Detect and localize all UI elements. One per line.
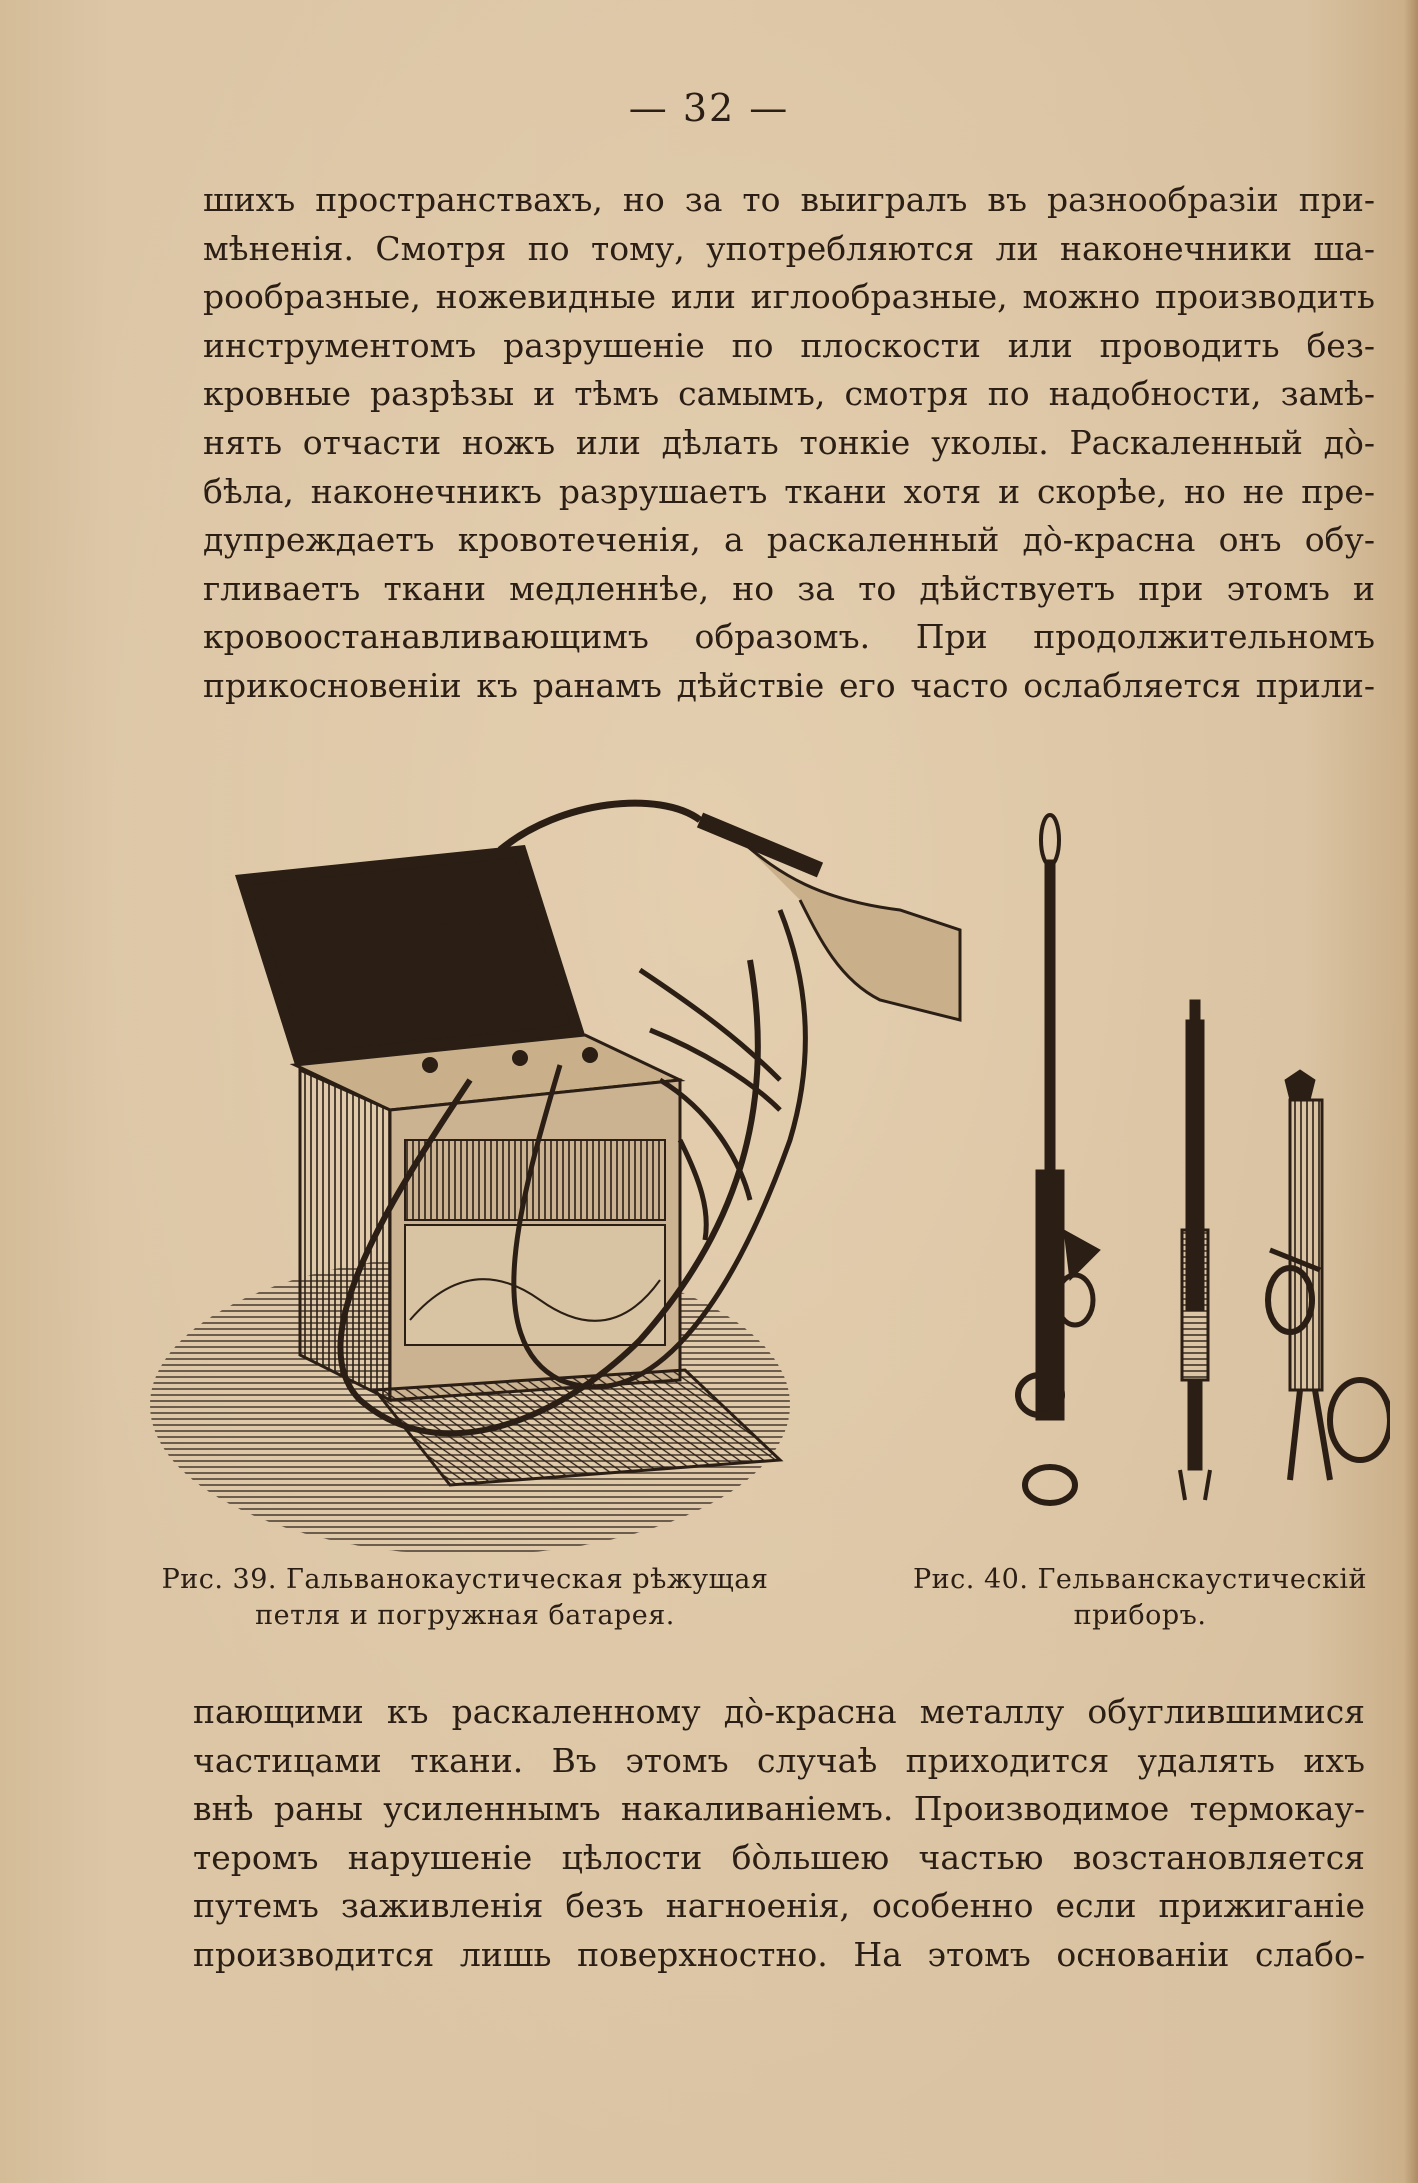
fig40-instrument-1 — [1018, 815, 1100, 1503]
text-line: гливаетъ ткани медленнѣе, но за то дѣйствуетъ при этомъ и — [203, 568, 1375, 608]
caption-line: Рис. 40. Гельванскаустическій — [913, 1564, 1367, 1595]
text-line: путемъ заживленія безъ нагноенія, особенно если прижиганіе — [193, 1886, 1365, 1926]
figure-40-caption — [880, 1562, 1400, 1634]
fig40-instrument-2 — [1180, 1000, 1210, 1500]
text-line: рообразные, ножевидные или иглообразные, можно производить — [203, 277, 1375, 317]
engraving-illustration — [140, 780, 1390, 1560]
text-line: инструментомъ разрушеніе по плоскости или проводить без- — [203, 325, 1375, 365]
text-line: нять отчасти ножъ или дѣлать тонкіе уколы. Раскаленный до̀- — [203, 422, 1375, 462]
text-line: производится лишь поверхностно. На этомъ основаніи слабо- — [193, 1934, 1365, 1974]
text-line: частицами ткани. Въ этомъ случаѣ приходится удалять ихъ — [193, 1740, 1365, 1780]
text-line: шихъ пространствахъ, но за то выигралъ въ разнообразіи при- — [203, 180, 1375, 219]
text-line: внѣ раны усиленнымъ накаливаніемъ. Производимое термокау- — [193, 1789, 1365, 1829]
text-line: прикосновеніи къ ранамъ дѣйствіе его часто ослабляется прили- — [203, 665, 1375, 705]
paragraph-top — [203, 176, 1375, 711]
figures-area — [140, 780, 1390, 1560]
fig40-instrument-3 — [1268, 1070, 1390, 1480]
text-line: пающими къ раскаленному до̀-красна металлу обуглившимися — [193, 1692, 1365, 1731]
figure-39-caption — [140, 1562, 790, 1634]
page-edge-shadow — [1404, 0, 1418, 2183]
text-line: кровные разрѣзы и тѣмъ самымъ, смотря по надобности, замѣ- — [203, 374, 1375, 414]
text-line: дупреждаетъ кровотеченія, а раскаленный до̀-красна онъ обу- — [203, 520, 1375, 560]
paragraph-bottom — [193, 1688, 1365, 1980]
page-number: — 32 — — [628, 86, 790, 130]
caption-line: приборъ. — [1073, 1600, 1207, 1631]
text-line: бѣла, наконечникъ разрушаетъ ткани хотя и скорѣе, но не пре- — [203, 471, 1375, 511]
text-line: теромъ нарушеніе цѣлости бо̀льшею частью возстановляется — [193, 1837, 1365, 1877]
caption-line: петля и погружная батарея. — [255, 1600, 675, 1631]
text-line: мѣненія. Смотря по тому, употребляются ли наконечники ша- — [203, 228, 1375, 268]
caption-line: Рис. 39. Гальванокаустическая рѣжущая — [161, 1564, 769, 1595]
text-line: кровоостанавливающимъ образомъ. При продолжительномъ — [203, 617, 1375, 657]
